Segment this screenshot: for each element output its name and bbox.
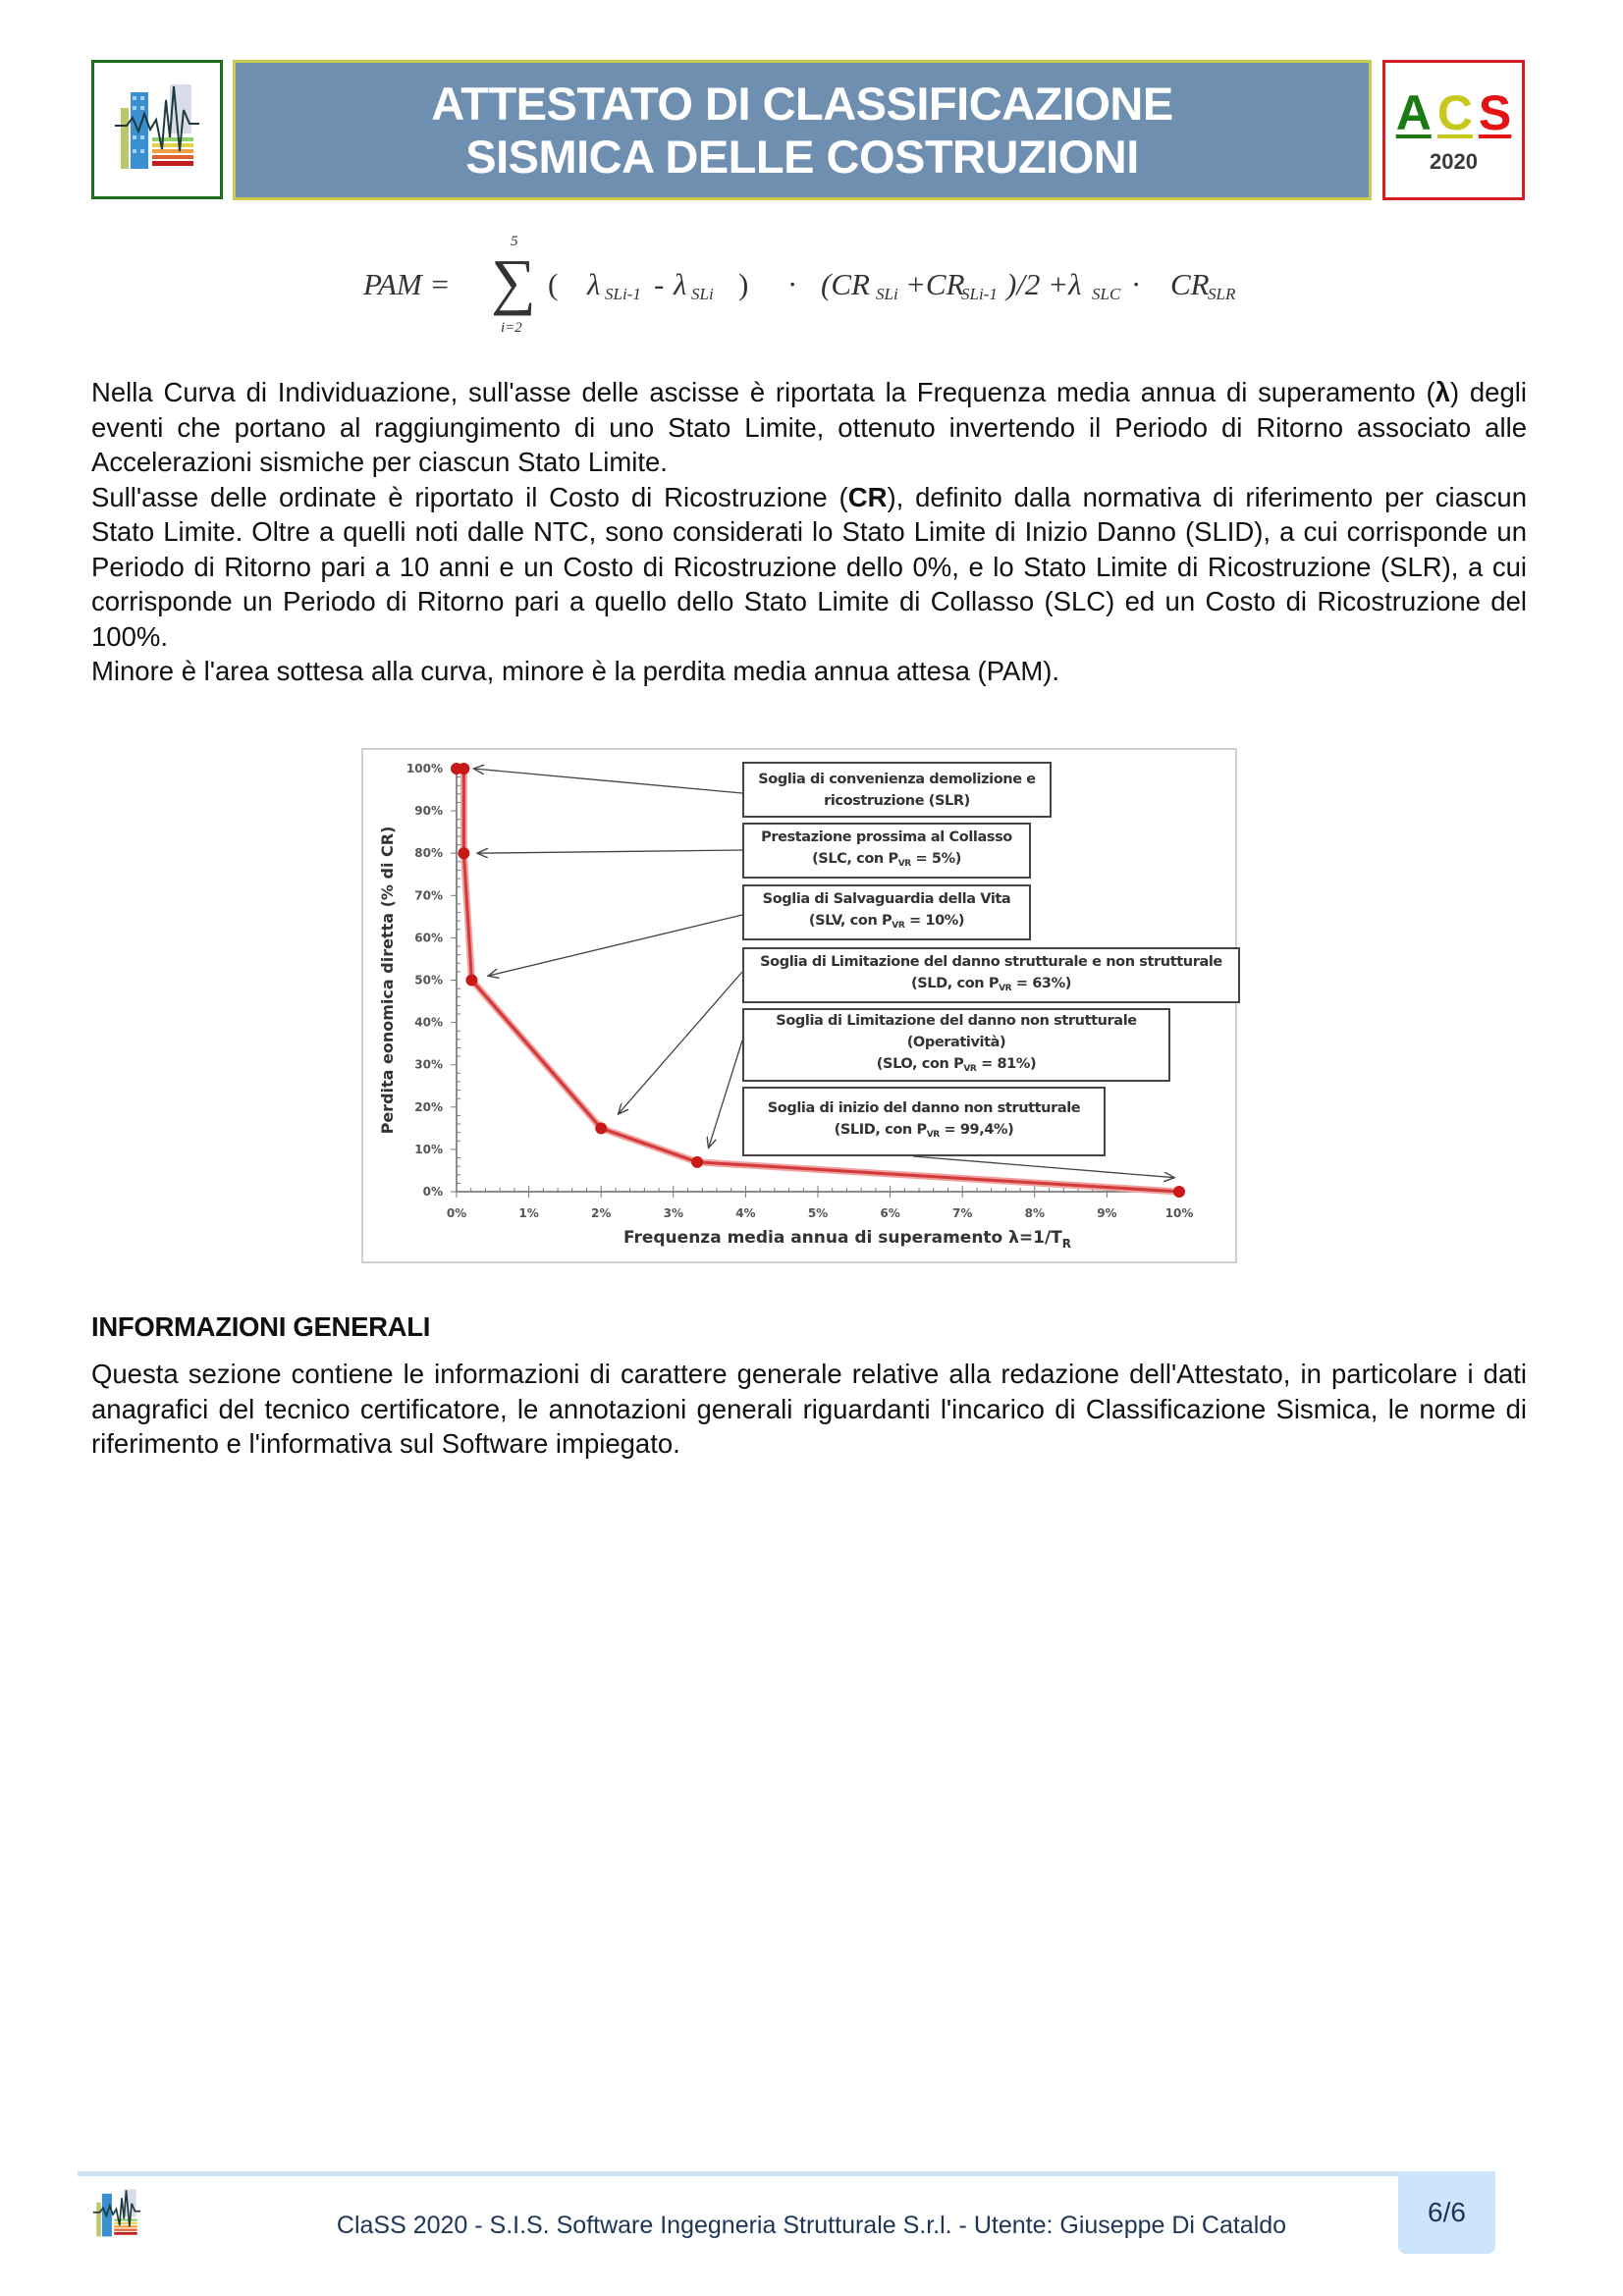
annotation-box xyxy=(742,884,1031,940)
class-software-logo-icon xyxy=(113,80,201,179)
formula-lambda-1: λ xyxy=(587,267,601,301)
intro-text xyxy=(91,375,1527,689)
footer-credits: ClaSS 2020 - S.I.S. Software Ingegneria Strutturale S.r.l. - Utente: Giuseppe Di Cataldo xyxy=(336,2212,1287,2239)
annotation-box xyxy=(742,823,1031,879)
intro-p1-text-b: ) degli eventi che portano al raggiungimento di uno Stato Limite, ottenuto invertendo il Periodo di Ritorno associato alle Accelerazioni sismiche per ciascun Stato Limite. xyxy=(91,377,1527,477)
annotation-line: Soglia di Limitazione del danno strutturale e non strutturale xyxy=(760,954,1222,970)
annotation-pvr-line: (SLID, con $P_{VR} = 99,4\%$) xyxy=(834,1122,1014,1140)
header-logo xyxy=(91,60,223,199)
formula-cr3-sub: SLR xyxy=(1208,285,1236,303)
formula-minus: - xyxy=(654,267,665,301)
x-tick-label: 9% xyxy=(1097,1206,1117,1220)
y-tick-label: 10% xyxy=(414,1142,443,1156)
annotation-line: Soglia di Limitazione del danno non strutturale xyxy=(776,1013,1137,1029)
acs-letter-s: S xyxy=(1478,84,1512,140)
cr-bold: CR xyxy=(847,481,888,512)
formula-lhs: PAM = xyxy=(363,267,451,301)
y-tick-label: 30% xyxy=(414,1057,443,1072)
y-tick-label: 50% xyxy=(414,973,443,988)
formula-close-paren: ) xyxy=(738,267,749,301)
formula-lambda-3-sub: SLC xyxy=(1092,285,1121,303)
annotation-pvr-line: (SLC, con $P_{VR} = 5\%$) xyxy=(812,851,961,869)
y-tick-label: 90% xyxy=(414,804,443,819)
annotation-box xyxy=(742,762,1052,818)
y-tick-label: 80% xyxy=(414,846,443,861)
pam-formula xyxy=(363,234,1257,342)
acs-year: 2020 xyxy=(1430,148,1478,174)
acs-badge xyxy=(1382,60,1525,200)
general-info-text: Questa sezione contiene le informazioni di carattere generale relative alla redazione dell'Attestato, in particolare i dati anagrafici del tecnico certificatore, le annotazioni generali riguardanti l'incarico di Classificazione Sismica, le norme di riferimento e l'informativa sul Software impiegato. xyxy=(91,1359,1527,1459)
formula-cr2-sub: SLi-1 xyxy=(961,285,998,303)
annotation-line: ricostruzione (SLR) xyxy=(824,792,970,809)
y-tick-label: 100% xyxy=(406,762,443,775)
y-tick-label: 20% xyxy=(414,1099,443,1114)
formula-plus-cr: +CR xyxy=(905,267,965,301)
acs-letters xyxy=(1396,86,1512,139)
formula-open-paren: ( xyxy=(548,267,559,301)
formula-dot-1: · xyxy=(787,267,798,301)
pvr-subscript: VR xyxy=(999,984,1012,993)
acs-letter-a: A xyxy=(1395,84,1432,140)
formula-upper-limit: 5 xyxy=(511,234,518,249)
formula-lambda-2: λ xyxy=(674,267,687,301)
formula-cr1-sub: SLi xyxy=(876,285,898,303)
y-tick-label: 40% xyxy=(414,1015,443,1030)
x-tick-label: 7% xyxy=(952,1206,973,1220)
x-tick-label: 5% xyxy=(807,1206,829,1220)
annotation-box xyxy=(742,1008,1170,1082)
pvr-subscript: VR xyxy=(897,859,911,869)
x-axis-title: Frequenza media annua di superamento $\lambda=1/T_R$ xyxy=(622,1228,1072,1251)
y-tick-label: 0% xyxy=(422,1185,443,1199)
intro-p1-text-a: Nella Curva di Individuazione, sull'asse delle ascisse è riportata la Frequenza media annua di superamento ( xyxy=(91,377,1435,407)
intro-paragraph-1 xyxy=(91,375,1527,480)
annotation-line: Soglia di Salvaguardia della Vita xyxy=(762,891,1011,907)
formula-lambda-2-sub: SLi xyxy=(691,285,714,303)
formula-div: )/2 +λ xyxy=(1006,267,1082,301)
title-banner xyxy=(233,60,1372,200)
formula-lambda-1-sub: SLi-1 xyxy=(605,285,641,303)
annotation-pvr-line: (SLO, con $P_{VR} = 81\%$) xyxy=(876,1056,1037,1074)
title-line-1: ATTESTATO DI CLASSIFICAZIONE xyxy=(431,77,1173,130)
annotation-box xyxy=(742,947,1240,1003)
x-tick-label: 6% xyxy=(880,1206,900,1220)
annotation-line: Soglia di convenienza demolizione e xyxy=(758,771,1036,787)
y-tick-label: 70% xyxy=(414,888,443,903)
pvr-subscript: VR xyxy=(892,921,905,931)
x-tick-label: 2% xyxy=(591,1206,612,1220)
intro-p2-text-a: Sull'asse delle ordinate è riportato il Costo di Ricostruzione ( xyxy=(91,481,848,512)
x-tick-label: 1% xyxy=(518,1206,539,1220)
formula-cr-slr: CR xyxy=(1170,267,1210,301)
pvr-subscript: VR xyxy=(926,1130,940,1140)
intro-p2-text-b: ), definito dalla normativa di riferimento per ciascun Stato Limite. Oltre a quelli noti dalle NTC, sono considerati lo Stato Limite di Inizio Danno (SLID), a cui corrisponde un Periodo di Ritorno pari a 10 anni e un Costo di Ricostruzione dello 0%, e lo Stato Limite di Ricostruzione (SLR), a cui corrisponde un Periodo di Ritorno pari a quello dello Stato Limite di Collasso (SLC) ed un Costo di Ricostruzione del 100%. xyxy=(91,481,1528,652)
x-tick-label: 4% xyxy=(735,1206,756,1220)
y-axis-title: Perdita eonomica diretta (% di CR) xyxy=(378,826,397,1135)
annotation-box xyxy=(742,1087,1106,1156)
y-tick-label: 60% xyxy=(414,931,443,945)
footer-divider xyxy=(78,2171,1399,2176)
x-tick-label: 8% xyxy=(1024,1206,1045,1220)
formula-lower-limit: i=2 xyxy=(501,320,522,336)
lambda-bold: λ xyxy=(1434,377,1450,407)
annotation-pvr-line: (SLV, con $P_{VR} = 10\%$) xyxy=(808,913,965,931)
section-title-general-info: INFORMAZIONI GENERALI xyxy=(91,1311,431,1342)
formula-cr-open: (CR xyxy=(821,267,870,301)
annotation-line: (Operatività) xyxy=(906,1035,1006,1050)
x-tick-label: 3% xyxy=(663,1206,683,1220)
intro-paragraph-2 xyxy=(91,480,1527,655)
x-tick-label: 0% xyxy=(446,1206,467,1220)
pvr-subscript: VR xyxy=(963,1064,977,1074)
annotation-pvr-line: (SLD, con $P_{VR} = 63\%$) xyxy=(911,976,1071,993)
acs-letter-c: C xyxy=(1436,84,1473,140)
page-number: 6/6 xyxy=(1398,2171,1495,2254)
title-line-2: SISMICA DELLE COSTRUZIONI xyxy=(465,130,1139,183)
intro-paragraph-3: Minore è l'area sottesa alla curva, minore è la perdita media annua attesa (PAM). xyxy=(91,656,1060,686)
x-axis-title-subscript: R xyxy=(1061,1237,1072,1251)
formula-dot-2: · xyxy=(1131,267,1142,301)
x-tick-label: 10% xyxy=(1164,1206,1194,1220)
annotation-line: Prestazione prossima al Collasso xyxy=(761,829,1012,845)
sigma-symbol: ∑ xyxy=(491,246,536,316)
annotation-line: Soglia di inizio del danno non strutturale xyxy=(767,1100,1081,1116)
